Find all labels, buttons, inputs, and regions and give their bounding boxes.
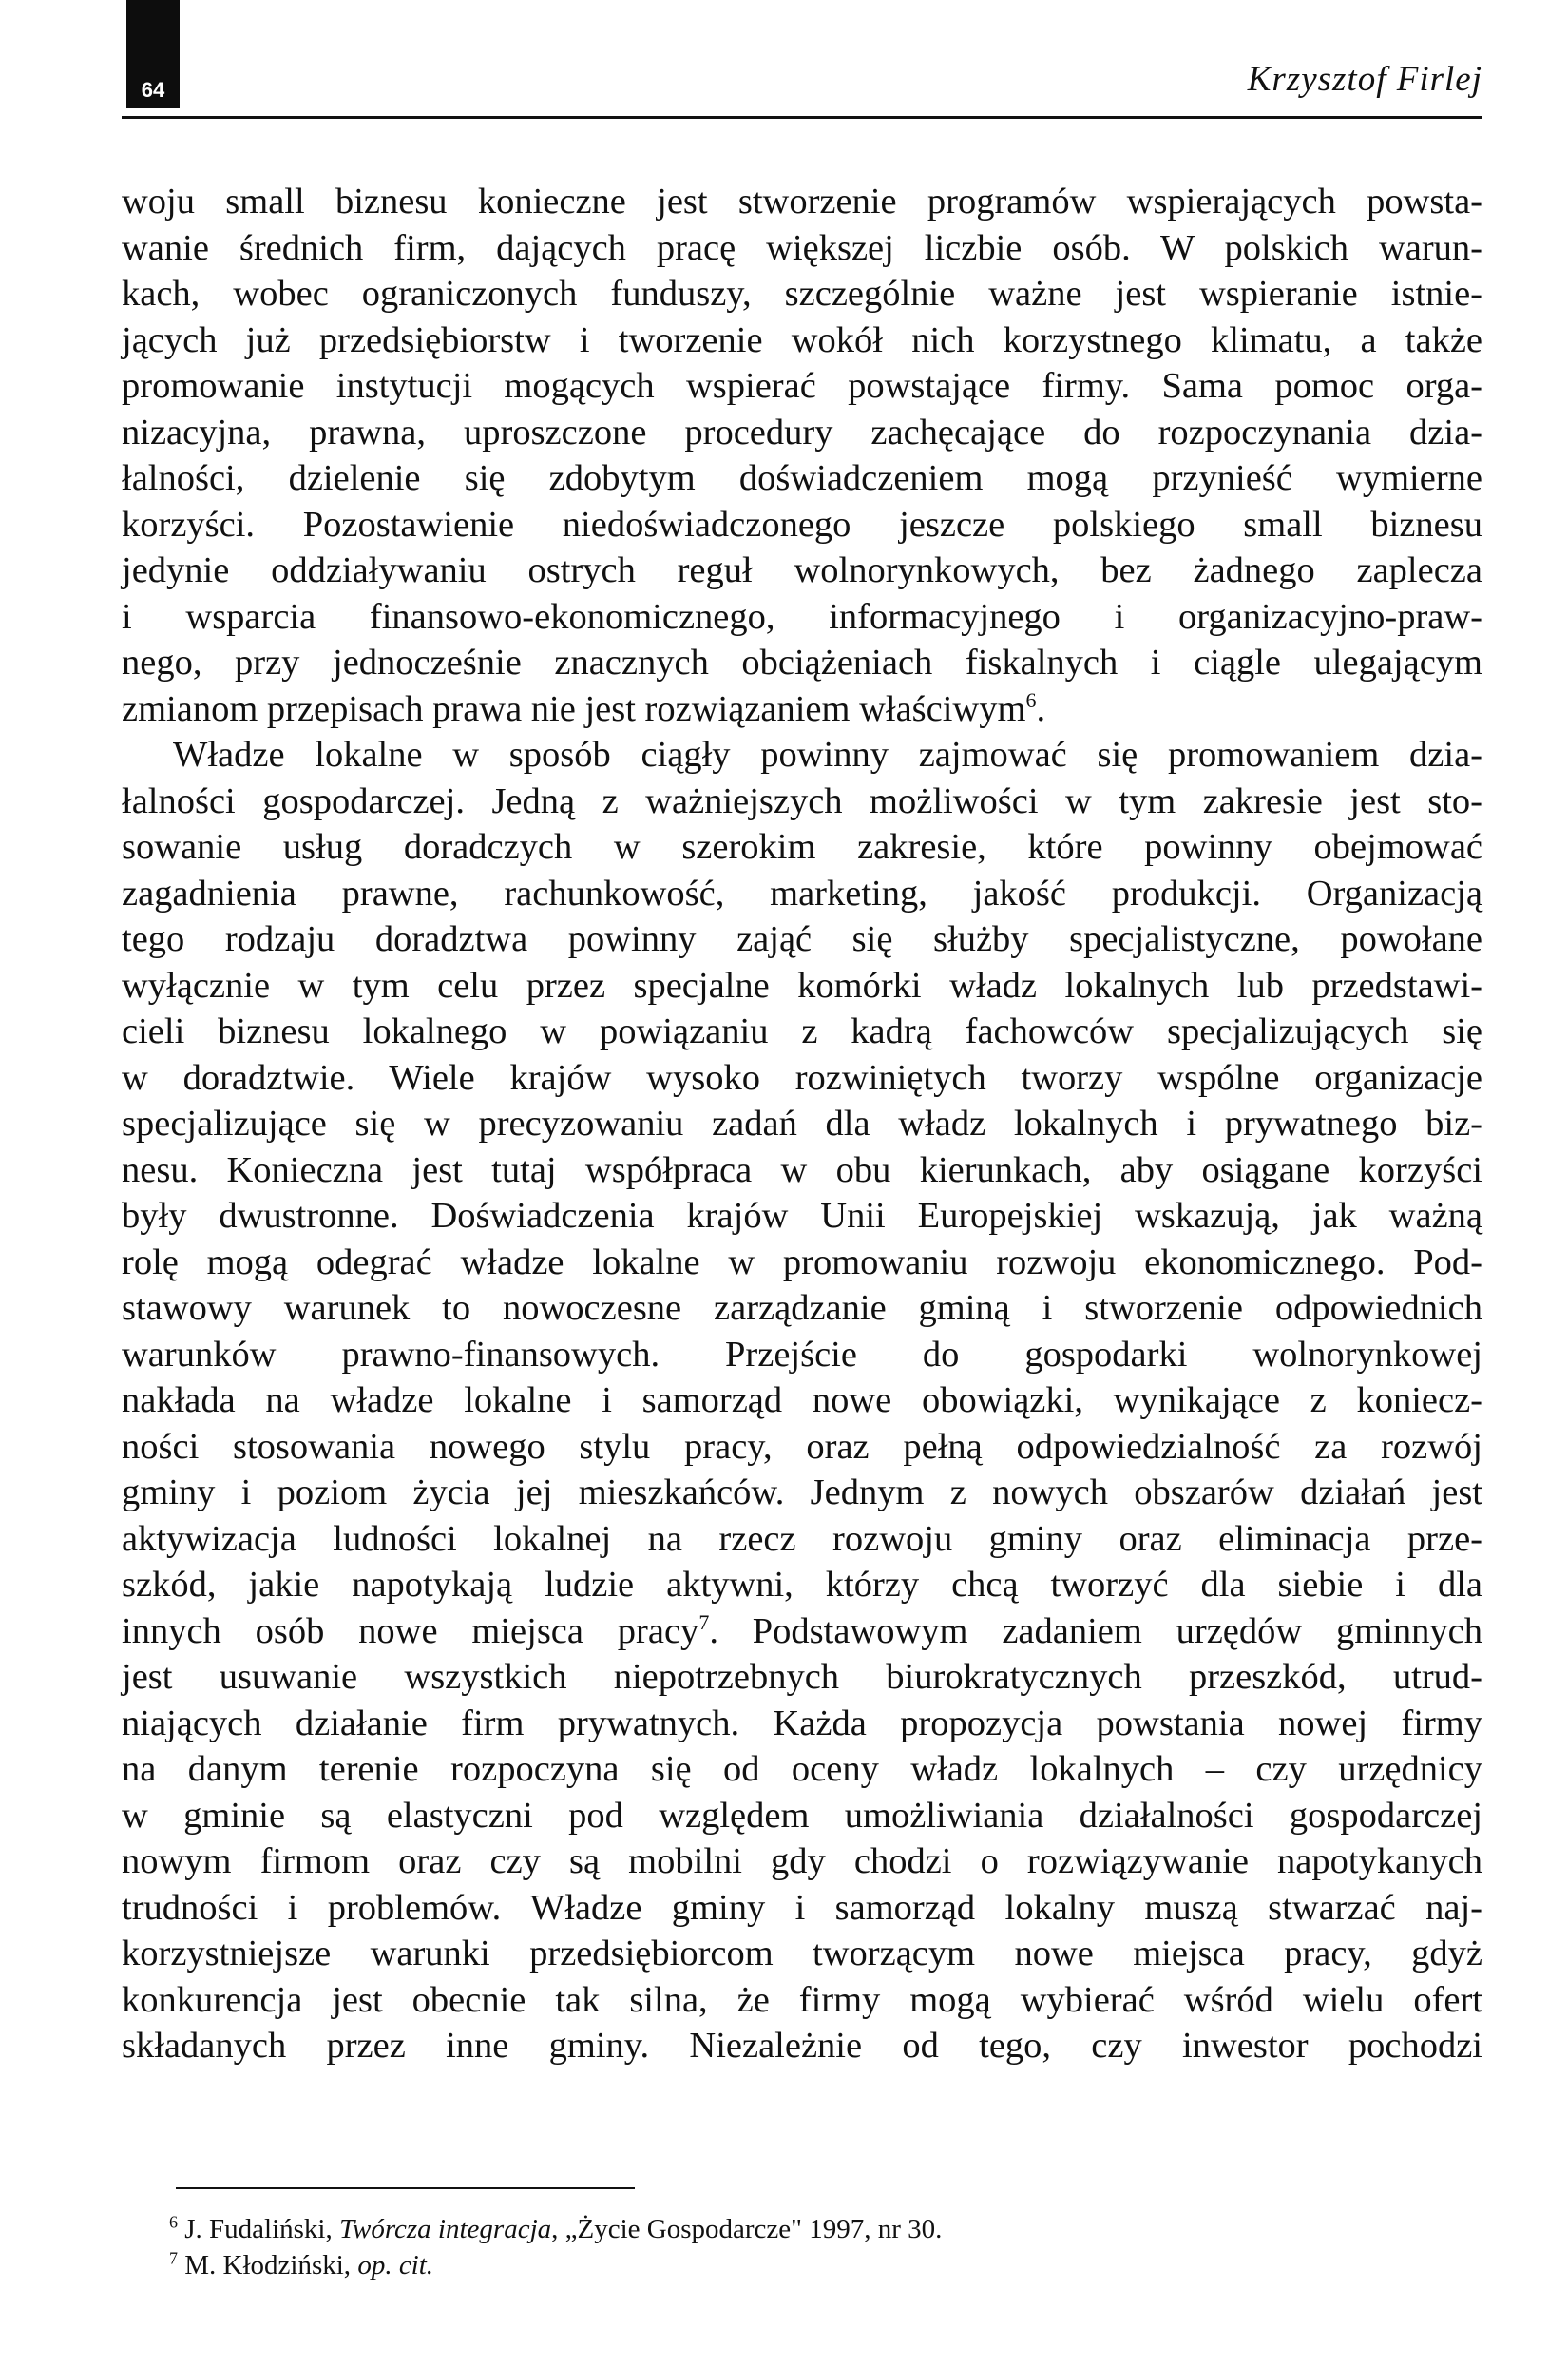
text-line: gminy i poziom życia jej mieszkańców. Jednym z nowych obszarów działań jest — [122, 1472, 1482, 1512]
text-line: jedynie oddziaływaniu ostrych reguł wolnorynkowych, bez żadnego zaplecza — [122, 550, 1482, 590]
page-number-tab — [126, 0, 180, 108]
text-line: szkód, jakie napotykają ludzie aktywni, którzy chcą tworzyć dla siebie i dla — [122, 1565, 1482, 1605]
text-line: sowanie usług doradczych w szerokim zakresie, które powinny obejmować — [122, 827, 1482, 867]
footnote-text: M. Kłodziński, — [178, 2250, 358, 2280]
text-line: nego, przy jednocześnie znacznych obciążeniach fiskalnych i ciągle ulegającym — [122, 643, 1482, 683]
text-line: na danym terenie rozpoczyna się od oceny władz lokalnych – czy urzędnicy — [122, 1749, 1482, 1789]
text-line: niających działanie firm prywatnych. Każda propozycja powstania nowej firmy — [122, 1703, 1482, 1743]
footnote-ref-6[interactable]: 6 — [1025, 687, 1037, 712]
text-line: tego rodzaju doradztwa powinny zająć się służby specjalistyczne, powołane — [122, 919, 1482, 959]
footnotes — [169, 2211, 942, 2283]
footnote-rule — [176, 2187, 635, 2189]
text-line: wyłącznie w tym celu przez specjalne komórki władz lokalnych lub przedstawi- — [122, 965, 1482, 1006]
text-line: nizacyjna, prawna, uproszczone procedury zachęcające do rozpoczynania dzia- — [122, 412, 1482, 452]
text-line: zagadnienia prawne, rachunkowość, marketing, jakość produkcji. Organizacją — [122, 873, 1482, 914]
text-line: nesu. Konieczna jest tutaj współpraca w obu kierunkach, aby osiągane korzyści — [122, 1149, 1482, 1190]
text-line — [122, 1608, 1482, 1655]
text-line: w doradztwie. Wiele krajów wysoko rozwiniętych tworzy wspólne organizacje — [122, 1057, 1482, 1098]
text-line: w gminie są elastyczni pod względem umożliwiania działalności gospodarczej — [122, 1795, 1482, 1836]
text-segment: . — [1036, 688, 1046, 729]
text-line: aktywizacja ludności lokalnej na rzecz rozwoju gminy oraz eliminacja prze- — [122, 1518, 1482, 1559]
body-text — [122, 179, 1482, 2069]
text-line: woju small biznesu konieczne jest stworzenie programów wspierających powsta- — [122, 182, 1482, 221]
text-line: kach, wobec ograniczonych funduszy, szczególnie ważne jest wspieranie istnie- — [122, 274, 1482, 314]
header-rule — [122, 116, 1482, 119]
footnote-mark: 6 — [169, 2212, 178, 2232]
text-line: i wsparcia finansowo-ekonomicznego, informacyjnego i organizacyjno-praw- — [122, 596, 1482, 637]
text-line — [122, 686, 1482, 733]
text-line: jących już przedsiębiorstw i tworzenie wokół nich korzystnego klimatu, a także — [122, 319, 1482, 360]
text-line: rolę mogą odegrać władze lokalne w promowaniu rozwoju ekonomicznego. Pod- — [122, 1241, 1482, 1282]
footnote-title: op. cit. — [357, 2250, 434, 2280]
text-line: trudności i problemów. Władze gminy i samorząd lokalny muszą stwarzać naj- — [122, 1887, 1482, 1928]
footnote-mark: 7 — [169, 2248, 178, 2268]
footnote-text: J. Fudaliński, — [178, 2214, 339, 2244]
text-line: wanie średnich firm, dających pracę większej liczbie osób. W polskich warun- — [122, 227, 1482, 268]
text-line: nakłada na władze lokalne i samorząd nowe obowiązki, wynikające z koniecz- — [122, 1380, 1482, 1420]
text-line: jest usuwanie wszystkich niepotrzebnych biurokratycznych przeszkód, utrud- — [122, 1657, 1482, 1697]
text-segment: innych osób nowe miejsca pracy — [122, 1610, 699, 1651]
footnote-title: Twórcza integracja — [339, 2214, 552, 2244]
text-line: warunków prawno-finansowych. Przejście do gospodarki wolnorynkowej — [122, 1334, 1482, 1375]
text-line: ności stosowania nowego stylu pracy, oraz pełną odpowiedzialność za rozwój — [122, 1426, 1482, 1467]
text-line: konkurencja jest obecnie tak silna, że firmy mogą wybierać wśród wielu ofert — [122, 1979, 1482, 2020]
text-line: stawowy warunek to nowoczesne zarządzanie gminą i stworzenie odpowiednich — [122, 1288, 1482, 1328]
text-line: cieli biznesu lokalnego w powiązaniu z kadrą fachowców specjalizujących się — [122, 1011, 1482, 1051]
running-head-author: Krzysztof Firlej — [1247, 60, 1482, 99]
footnote-text: , „Życie Gospodarcze" 1997, nr 30. — [551, 2214, 943, 2244]
footnote-7 — [169, 2247, 942, 2283]
text-line: były dwustronne. Doświadczenia krajów Unii Europejskiej wskazują, jak ważną — [122, 1196, 1482, 1236]
text-line: nowym firmom oraz czy są mobilni gdy chodzi o rozwiązywanie napotykanych — [122, 1841, 1482, 1881]
footnote-ref-7[interactable]: 7 — [698, 1609, 710, 1634]
text-line: łalności, dzielenie się zdobytym doświadczeniem mogą przynieść wymierne — [122, 458, 1482, 498]
page-number: 64 — [141, 78, 165, 102]
text-line: promowanie instytucji mogących wspierać powstające firmy. Sama pomoc orga- — [122, 366, 1482, 406]
text-line: korzyści. Pozostawienie niedoświadczonego jeszcze polskiego small biznesu — [122, 504, 1482, 545]
text-line: łalności gospodarczej. Jedną z ważniejszych możliwości w tym zakresie jest sto- — [122, 780, 1482, 821]
text-segment: . Podstawowym zadaniem urzędów gminnych — [709, 1610, 1483, 1651]
footnote-6 — [169, 2211, 942, 2247]
text-line: specjalizujące się w precyzowaniu zadań dla władz lokalnych i prywatnego biz- — [122, 1104, 1482, 1144]
text-line: składanych przez inne gminy. Niezależnie od tego, czy inwestor pochodzi — [122, 2026, 1482, 2066]
text-line: korzystniejsze warunki przedsiębiorcom tworzącym nowe miejsca pracy, gdyż — [122, 1934, 1482, 1973]
paragraph-start-line: Władze lokalne w sposób ciągły powinny zajmować się promowaniem dzia- — [173, 735, 1482, 775]
text-segment: zmianom przepisach prawa nie jest rozwiązaniem właściwym — [122, 688, 1026, 729]
